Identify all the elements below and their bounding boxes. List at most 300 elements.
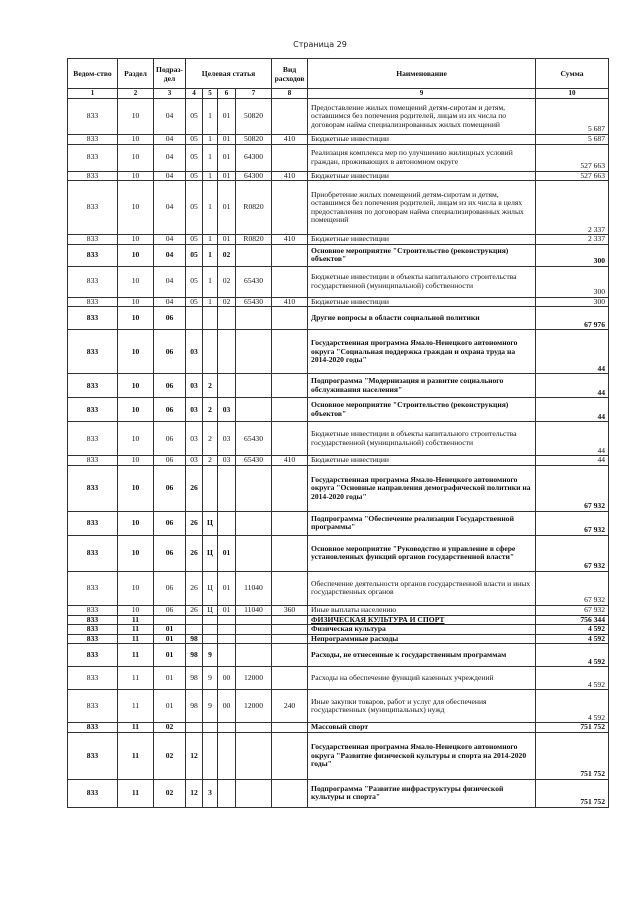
exp-type-cell: [272, 723, 308, 733]
direction-cell: 12000: [236, 690, 272, 723]
amount-cell: 4 592: [536, 634, 609, 644]
name-cell: Бюджетные инвестиции: [308, 135, 536, 145]
subsection-cell: 04: [154, 135, 186, 145]
measure-cell: 03: [218, 422, 236, 456]
dept-cell: 833: [68, 605, 118, 615]
table-row: [68, 99, 609, 135]
amount-cell: 751 752: [536, 779, 609, 807]
section-cell: 10: [118, 135, 154, 145]
col-name-header: Наименование: [308, 59, 536, 89]
subprogram-cell: 1: [203, 99, 218, 135]
program-cell: 26: [186, 465, 203, 511]
exp-type-cell: [272, 244, 308, 266]
dept-cell: 833: [68, 667, 118, 690]
direction-cell: [236, 634, 272, 644]
dept-cell: 833: [68, 398, 118, 422]
amount-cell: 44: [536, 422, 609, 456]
subsection-cell: 06: [154, 571, 186, 605]
name-cell: Бюджетные инвестиции в объекты капитального строительства государственной (муниципальной) собственности: [308, 422, 536, 456]
program-cell: 05: [186, 297, 203, 307]
program-cell: [186, 625, 203, 635]
table-row: [68, 307, 609, 330]
dept-cell: 833: [68, 330, 118, 374]
amount-cell: 300: [536, 297, 609, 307]
section-cell: 10: [118, 171, 154, 181]
section-cell: 10: [118, 465, 154, 511]
section-cell: 10: [118, 374, 154, 398]
section-cell: 10: [118, 605, 154, 615]
name-cell: Иные закупки товаров, работ и услуг для обеспечения государственных (муниципальных) нужд: [308, 690, 536, 723]
measure-cell: [218, 330, 236, 374]
dept-cell: 833: [68, 456, 118, 466]
program-cell: 12: [186, 732, 203, 779]
table-row: [68, 398, 609, 422]
subsection-cell: 04: [154, 144, 186, 171]
section-cell: 10: [118, 235, 154, 245]
subsection-cell: 06: [154, 374, 186, 398]
subsection-cell: 06: [154, 511, 186, 535]
program-cell: 26: [186, 511, 203, 535]
exp-type-cell: [272, 181, 308, 235]
amount-cell: 44: [536, 330, 609, 374]
measure-cell: 01: [218, 135, 236, 145]
program-cell: 98: [186, 634, 203, 644]
subprogram-cell: Ц: [203, 605, 218, 615]
dept-cell: 833: [68, 144, 118, 171]
subsection-cell: 04: [154, 235, 186, 245]
measure-cell: [218, 615, 236, 625]
col-subsection-header: Подраз-дел: [154, 59, 186, 89]
column-number: 6: [218, 89, 236, 99]
dept-cell: 833: [68, 465, 118, 511]
direction-cell: [236, 644, 272, 667]
direction-cell: 11040: [236, 571, 272, 605]
table-row: [68, 374, 609, 398]
subprogram-cell: 1: [203, 297, 218, 307]
name-cell: Массовый спорт: [308, 723, 536, 733]
exp-type-cell: 410: [272, 171, 308, 181]
amount-cell: 4 592: [536, 644, 609, 667]
page-number-label: Страница 29: [293, 40, 347, 49]
table-row: [68, 615, 609, 625]
amount-cell: 756 344: [536, 615, 609, 625]
table-row: [68, 625, 609, 635]
name-cell: Расходы, не отнесенные к государственным программам: [308, 644, 536, 667]
section-cell: 10: [118, 456, 154, 466]
exp-type-cell: [272, 99, 308, 135]
name-cell: Бюджетные инвестиции в объекты капитального строительства государственной (муниципальной) собственности: [308, 266, 536, 297]
direction-cell: [236, 615, 272, 625]
amount-cell: 44: [536, 398, 609, 422]
dept-cell: 833: [68, 181, 118, 235]
name-cell: Непрограммные расходы: [308, 634, 536, 644]
exp-type-cell: [272, 266, 308, 297]
table-row: [68, 511, 609, 535]
dept-cell: 833: [68, 644, 118, 667]
direction-cell: R0820: [236, 235, 272, 245]
exp-type-cell: [272, 634, 308, 644]
direction-cell: [236, 465, 272, 511]
section-cell: 11: [118, 667, 154, 690]
subprogram-cell: Ц: [203, 571, 218, 605]
subprogram-cell: 2: [203, 374, 218, 398]
table-row: [68, 732, 609, 779]
amount-cell: 67 932: [536, 511, 609, 535]
direction-cell: 64300: [236, 144, 272, 171]
section-cell: 11: [118, 723, 154, 733]
exp-type-cell: 360: [272, 605, 308, 615]
program-cell: 12: [186, 779, 203, 807]
exp-type-cell: [272, 644, 308, 667]
amount-cell: 527 663: [536, 144, 609, 171]
subsection-cell: [154, 615, 186, 625]
exp-type-cell: [272, 307, 308, 330]
direction-cell: 65430: [236, 456, 272, 466]
dept-cell: 833: [68, 266, 118, 297]
direction-cell: [236, 330, 272, 374]
subprogram-cell: [203, 634, 218, 644]
measure-cell: [218, 779, 236, 807]
name-cell: Расходы на обеспечение функций казенных учреждений: [308, 667, 536, 690]
amount-cell: 751 752: [536, 732, 609, 779]
direction-cell: [236, 307, 272, 330]
program-cell: 05: [186, 235, 203, 245]
direction-cell: 65430: [236, 422, 272, 456]
amount-cell: 527 663: [536, 171, 609, 181]
table-row: [68, 535, 609, 571]
program-cell: 05: [186, 144, 203, 171]
amount-cell: 300: [536, 266, 609, 297]
table-row: [68, 266, 609, 297]
section-cell: 10: [118, 99, 154, 135]
exp-type-cell: [272, 615, 308, 625]
table-row: [68, 465, 609, 511]
direction-cell: R0820: [236, 181, 272, 235]
table-row: [68, 605, 609, 615]
dept-cell: 833: [68, 307, 118, 330]
amount-cell: 5 687: [536, 99, 609, 135]
direction-cell: [236, 244, 272, 266]
subprogram-cell: 9: [203, 690, 218, 723]
dept-cell: 833: [68, 615, 118, 625]
table-row: [68, 135, 609, 145]
section-cell: 10: [118, 181, 154, 235]
measure-cell: 01: [218, 144, 236, 171]
measure-cell: 00: [218, 667, 236, 690]
section-cell: 10: [118, 535, 154, 571]
subprogram-cell: 2: [203, 456, 218, 466]
column-number: 10: [536, 89, 609, 99]
amount-cell: 4 592: [536, 690, 609, 723]
column-number: 2: [118, 89, 154, 99]
measure-cell: 01: [218, 99, 236, 135]
name-cell: ФИЗИЧЕСКАЯ КУЛЬТУРА И СПОРТ: [308, 615, 536, 625]
section-cell: 10: [118, 244, 154, 266]
subsection-cell: 02: [154, 779, 186, 807]
section-cell: 10: [118, 297, 154, 307]
subprogram-cell: Ц: [203, 535, 218, 571]
header-row: [68, 59, 609, 89]
amount-cell: 4 592: [536, 667, 609, 690]
name-cell: Иные выплаты населению: [308, 605, 536, 615]
subsection-cell: 04: [154, 244, 186, 266]
col-section-header: Раздел: [118, 59, 154, 89]
measure-cell: [218, 634, 236, 644]
subprogram-cell: 9: [203, 644, 218, 667]
program-cell: 05: [186, 135, 203, 145]
subsection-cell: 06: [154, 330, 186, 374]
program-cell: 03: [186, 398, 203, 422]
table-row: [68, 634, 609, 644]
exp-type-cell: [272, 571, 308, 605]
program-cell: 98: [186, 690, 203, 723]
section-cell: 11: [118, 634, 154, 644]
name-cell: Государственная программа Ямало-Ненецкого автономного округа "Социальная поддержка граждан и охрана труда на 2014-2020 годы": [308, 330, 536, 374]
direction-cell: 50820: [236, 99, 272, 135]
subprogram-cell: [203, 625, 218, 635]
direction-cell: [236, 723, 272, 733]
subsection-cell: 06: [154, 605, 186, 615]
column-number: 8: [272, 89, 308, 99]
subsection-cell: 04: [154, 99, 186, 135]
col-exp-header: Вид расходов: [272, 59, 308, 89]
column-number: 4: [186, 89, 203, 99]
exp-type-cell: 410: [272, 297, 308, 307]
subsection-cell: 06: [154, 535, 186, 571]
subsection-cell: 04: [154, 266, 186, 297]
table-row: [68, 779, 609, 807]
program-cell: 05: [186, 244, 203, 266]
direction-cell: [236, 625, 272, 635]
program-cell: 98: [186, 644, 203, 667]
name-cell: Государственная программа Ямало-Ненецкого автономного округа "Основные направления демографической политики на 2014-2020 годы": [308, 465, 536, 511]
direction-cell: [236, 374, 272, 398]
table-row: [68, 171, 609, 181]
table-row: [68, 330, 609, 374]
subsection-cell: 01: [154, 690, 186, 723]
direction-cell: [236, 535, 272, 571]
table-row: [68, 235, 609, 245]
amount-cell: 4 592: [536, 625, 609, 635]
table-row: [68, 723, 609, 733]
direction-cell: [236, 511, 272, 535]
direction-cell: 12000: [236, 667, 272, 690]
table-row: [68, 422, 609, 456]
subprogram-cell: [203, 307, 218, 330]
dept-cell: 833: [68, 535, 118, 571]
subprogram-cell: 1: [203, 235, 218, 245]
program-cell: 26: [186, 605, 203, 615]
amount-cell: 67 932: [536, 465, 609, 511]
measure-cell: [218, 374, 236, 398]
subsection-cell: 06: [154, 307, 186, 330]
table-row: [68, 571, 609, 605]
measure-cell: 03: [218, 456, 236, 466]
name-cell: Бюджетные инвестиции: [308, 297, 536, 307]
direction-cell: [236, 732, 272, 779]
subprogram-cell: 1: [203, 144, 218, 171]
program-cell: 05: [186, 99, 203, 135]
amount-cell: 44: [536, 456, 609, 466]
table-row: [68, 690, 609, 723]
section-cell: 11: [118, 625, 154, 635]
subsection-cell: 01: [154, 644, 186, 667]
measure-cell: [218, 625, 236, 635]
section-cell: 11: [118, 644, 154, 667]
section-cell: 10: [118, 144, 154, 171]
exp-type-cell: [272, 422, 308, 456]
name-cell: Предоставление жилых помещений детям-сиротам и детям, оставшимся без попечения родителей, лицам из их числа по договорам найма специализированных жилых помещений: [308, 99, 536, 135]
section-cell: 11: [118, 615, 154, 625]
subsection-cell: 02: [154, 732, 186, 779]
program-cell: 03: [186, 422, 203, 456]
exp-type-cell: [272, 144, 308, 171]
section-cell: 10: [118, 266, 154, 297]
subsection-cell: 01: [154, 667, 186, 690]
name-cell: Бюджетные инвестиции: [308, 171, 536, 181]
measure-cell: [218, 644, 236, 667]
exp-type-cell: [272, 625, 308, 635]
exp-type-cell: 410: [272, 135, 308, 145]
subprogram-cell: 1: [203, 135, 218, 145]
subprogram-cell: 1: [203, 171, 218, 181]
measure-cell: 01: [218, 571, 236, 605]
dept-cell: 833: [68, 297, 118, 307]
dept-cell: 833: [68, 690, 118, 723]
table-row: [68, 244, 609, 266]
subprogram-cell: [203, 465, 218, 511]
subsection-cell: 04: [154, 181, 186, 235]
section-cell: 11: [118, 690, 154, 723]
exp-type-cell: [272, 732, 308, 779]
exp-type-cell: 410: [272, 456, 308, 466]
amount-cell: 67 932: [536, 571, 609, 605]
dept-cell: 833: [68, 99, 118, 135]
program-cell: 03: [186, 374, 203, 398]
direction-cell: [236, 779, 272, 807]
measure-cell: 01: [218, 605, 236, 615]
program-cell: 26: [186, 535, 203, 571]
exp-type-cell: 240: [272, 690, 308, 723]
column-number: 7: [236, 89, 272, 99]
section-cell: 10: [118, 422, 154, 456]
exp-type-cell: [272, 667, 308, 690]
exp-type-cell: [272, 779, 308, 807]
direction-cell: 65430: [236, 297, 272, 307]
dept-cell: 833: [68, 571, 118, 605]
program-cell: 05: [186, 181, 203, 235]
subprogram-cell: 1: [203, 181, 218, 235]
dept-cell: 833: [68, 244, 118, 266]
subprogram-cell: 9: [203, 667, 218, 690]
exp-type-cell: [272, 374, 308, 398]
budget-table: [67, 58, 609, 808]
measure-cell: 01: [218, 171, 236, 181]
measure-cell: 00: [218, 690, 236, 723]
section-cell: 11: [118, 779, 154, 807]
table-row: [68, 644, 609, 667]
amount-cell: 5 687: [536, 135, 609, 145]
table-body: [68, 99, 609, 808]
subsection-cell: 01: [154, 625, 186, 635]
subprogram-cell: 1: [203, 266, 218, 297]
subsection-cell: 06: [154, 398, 186, 422]
column-number: 3: [154, 89, 186, 99]
measure-cell: [218, 732, 236, 779]
direction-cell: [236, 398, 272, 422]
table-row: [68, 456, 609, 466]
name-cell: Государственная программа Ямало-Ненецкого автономного округа "Развитие физической культуры и спорта на 2014-2020 годы": [308, 732, 536, 779]
measure-cell: 01: [218, 235, 236, 245]
name-cell: Подпрограмма "Модернизация и развитие социального обслуживания населения": [308, 374, 536, 398]
measure-cell: [218, 465, 236, 511]
table-row: [68, 297, 609, 307]
measure-cell: 01: [218, 181, 236, 235]
program-cell: 05: [186, 266, 203, 297]
dept-cell: 833: [68, 634, 118, 644]
amount-cell: 67 932: [536, 535, 609, 571]
direction-cell: 64300: [236, 171, 272, 181]
section-cell: 10: [118, 307, 154, 330]
dept-cell: 833: [68, 374, 118, 398]
dept-cell: 833: [68, 625, 118, 635]
subsection-cell: 06: [154, 456, 186, 466]
column-number: 9: [308, 89, 536, 99]
dept-cell: 833: [68, 171, 118, 181]
dept-cell: 833: [68, 732, 118, 779]
dept-cell: 833: [68, 779, 118, 807]
program-cell: 03: [186, 330, 203, 374]
subsection-cell: 02: [154, 723, 186, 733]
amount-cell: 44: [536, 374, 609, 398]
section-cell: 10: [118, 330, 154, 374]
dept-cell: 833: [68, 723, 118, 733]
amount-cell: 2 337: [536, 235, 609, 245]
col-dept-header: Ведом-ство: [68, 59, 118, 89]
direction-cell: 50820: [236, 135, 272, 145]
name-cell: Основное мероприятие "Строительство (реконструкция) объектов": [308, 398, 536, 422]
program-cell: [186, 307, 203, 330]
subprogram-cell: 2: [203, 422, 218, 456]
subsection-cell: 04: [154, 171, 186, 181]
measure-cell: 02: [218, 297, 236, 307]
exp-type-cell: [272, 535, 308, 571]
name-cell: Подпрограмма "Обеспечение реализации Государственной программы": [308, 511, 536, 535]
measure-cell: 01: [218, 535, 236, 571]
subprogram-cell: 3: [203, 779, 218, 807]
amount-cell: 751 752: [536, 723, 609, 733]
exp-type-cell: [272, 465, 308, 511]
dept-cell: 833: [68, 235, 118, 245]
exp-type-cell: 410: [272, 235, 308, 245]
subsection-cell: 06: [154, 422, 186, 456]
name-cell: Приобретение жилых помещений детям-сиротам и детям, оставшимся без попечения родителей, лицам из их числа в целях предоставления по договорам найма специализированных жилых помещений: [308, 181, 536, 235]
program-cell: 26: [186, 571, 203, 605]
table-row: [68, 667, 609, 690]
table-row: [68, 144, 609, 171]
measure-cell: 03: [218, 398, 236, 422]
name-cell: Другие вопросы в области социальной политики: [308, 307, 536, 330]
measure-cell: [218, 723, 236, 733]
name-cell: Основное мероприятие "Строительство (реконструкция) объектов": [308, 244, 536, 266]
direction-cell: 65430: [236, 266, 272, 297]
dept-cell: 833: [68, 511, 118, 535]
subprogram-cell: [203, 330, 218, 374]
table-row: [68, 181, 609, 235]
exp-type-cell: [272, 511, 308, 535]
subprogram-cell: 2: [203, 398, 218, 422]
program-cell: 98: [186, 667, 203, 690]
